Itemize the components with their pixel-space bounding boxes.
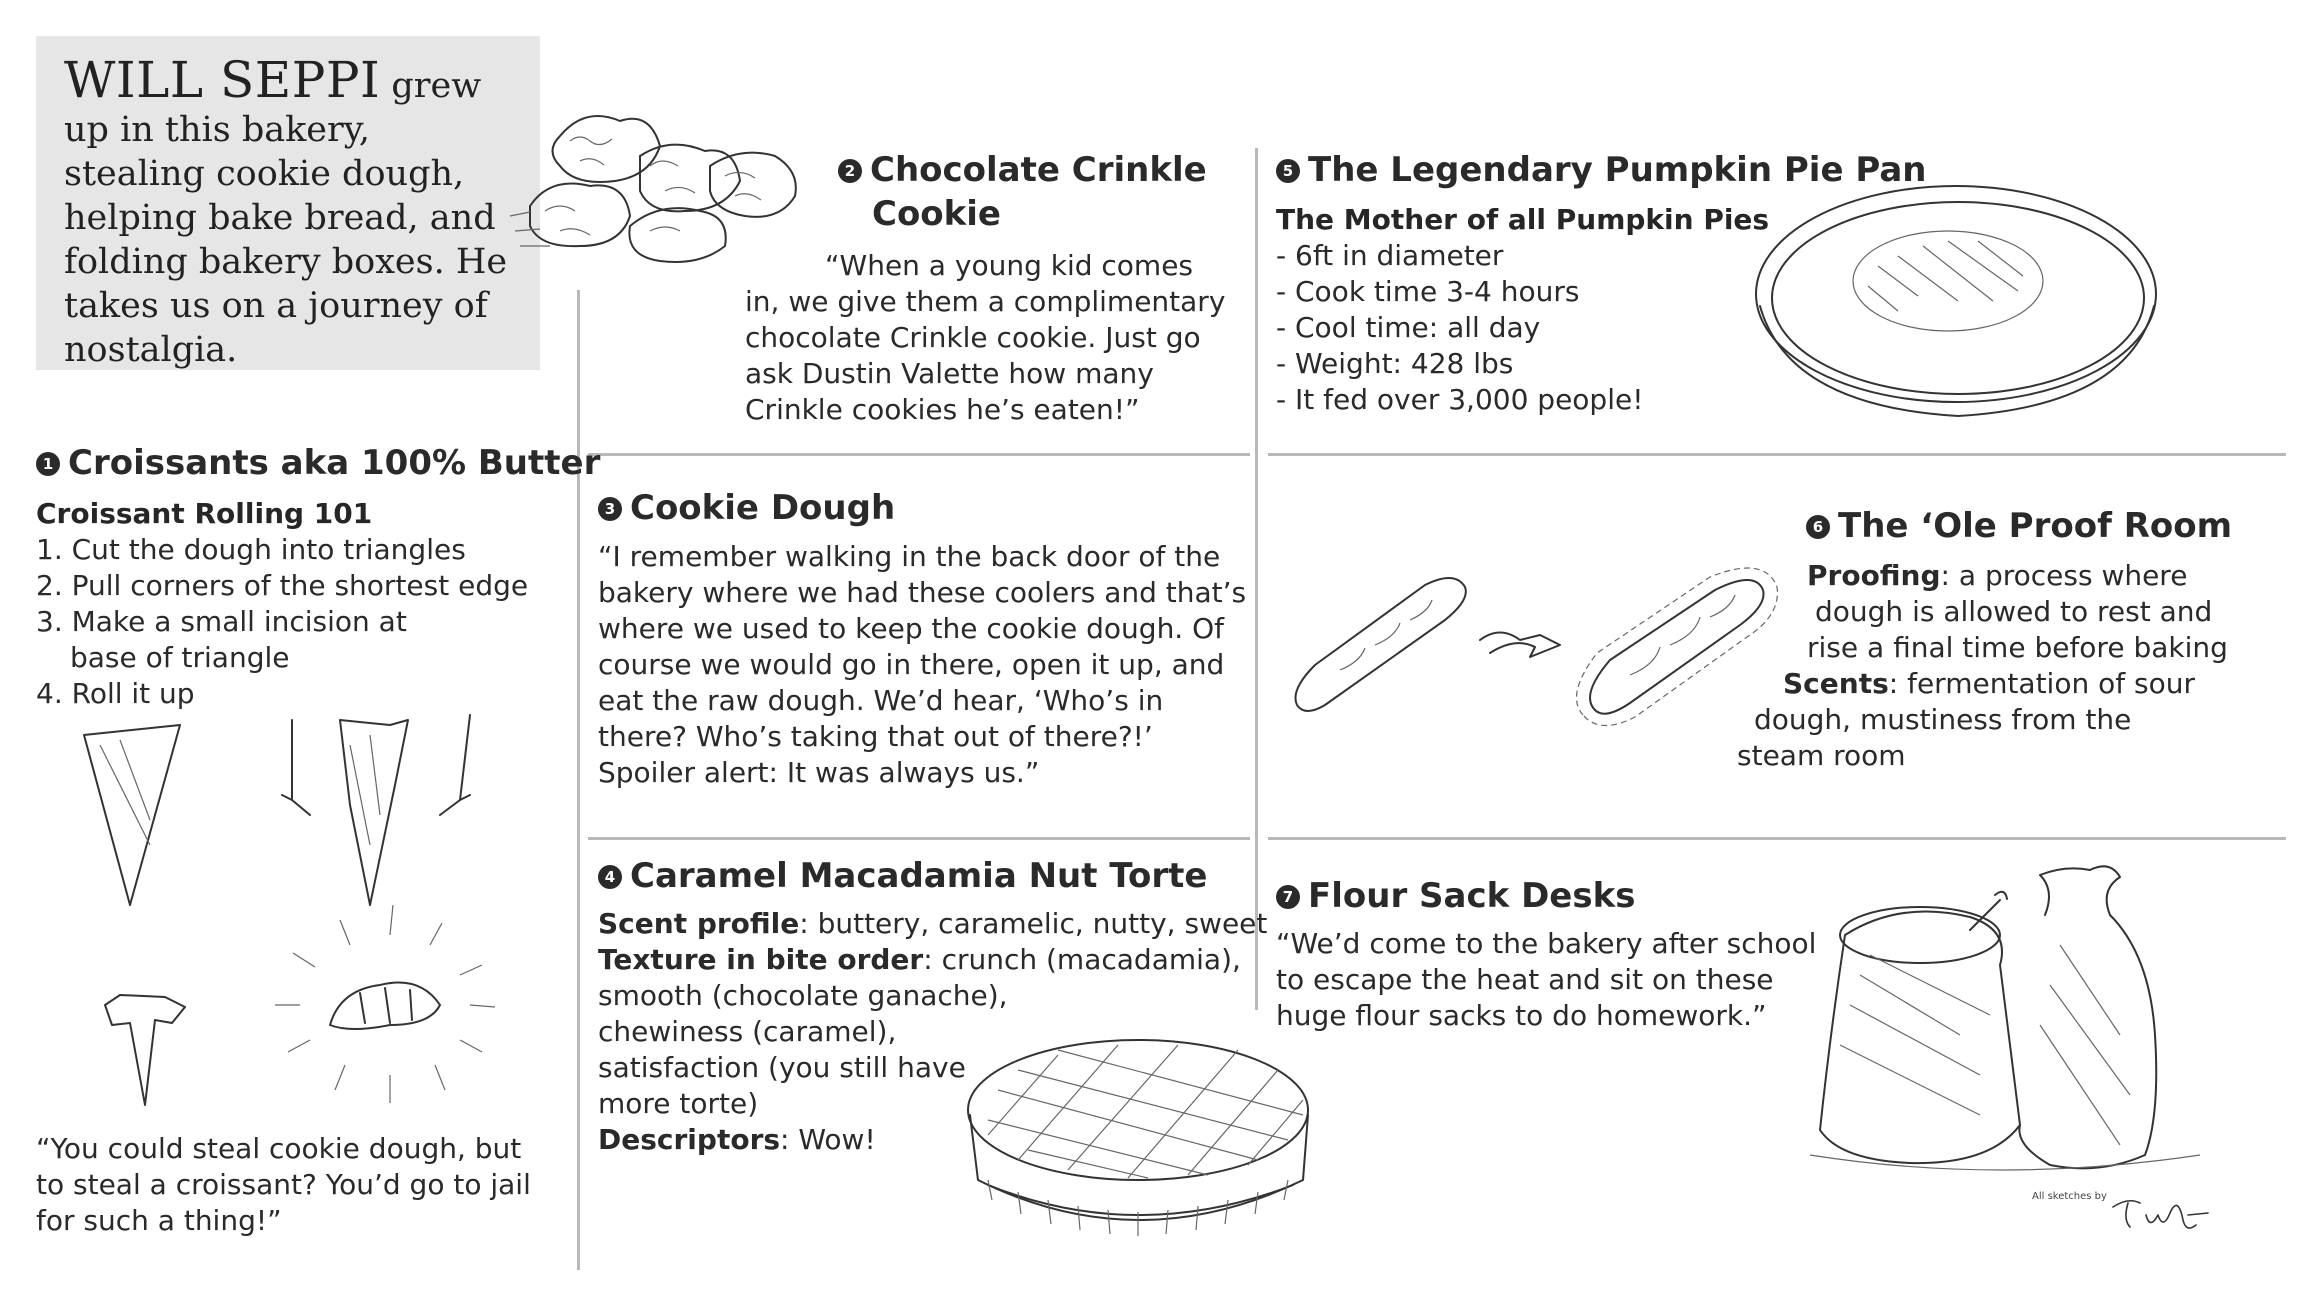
divider-4 bbox=[1268, 837, 2286, 840]
crinkle-quote: “When a young kid comes in, we give them a complimentary chocolate Crinkle cookie. Just go ask Dustin Valette how many Crinkle cookies he’s eaten!” bbox=[745, 249, 1226, 426]
proof-room-title bbox=[1806, 504, 2232, 548]
proofing-label: Proofing bbox=[1807, 559, 1941, 592]
scents-line1: : fermentation of sour bbox=[1888, 667, 2195, 700]
section-number-2: 2 bbox=[838, 159, 862, 183]
intro-box bbox=[36, 36, 540, 370]
sketch-credit: All sketches by bbox=[2032, 1191, 2107, 1202]
signature bbox=[2108, 1185, 2218, 1235]
torte-texture-line5: more torte) bbox=[598, 1087, 759, 1120]
section-number-4: 4 bbox=[598, 865, 622, 889]
croissant-step-3-cont: base of triangle bbox=[70, 641, 290, 674]
divider-1 bbox=[588, 453, 1250, 456]
divider-left bbox=[577, 290, 580, 1270]
torte-texture-label: Texture in bite order bbox=[598, 943, 924, 976]
proof-room-text bbox=[1737, 558, 2228, 774]
flour-sacks-title bbox=[1276, 874, 1635, 918]
pie-fact-3: - Cool time: all day bbox=[1276, 311, 1541, 344]
crinkle-title-line1: Chocolate Crinkle bbox=[870, 150, 1207, 190]
dough-title bbox=[598, 486, 895, 530]
croissant-step-3: 3. Make a small incision at bbox=[36, 605, 407, 638]
crinkle-title bbox=[838, 148, 1207, 236]
scents-line3: steam room bbox=[1737, 739, 1906, 772]
divider-3 bbox=[1268, 453, 2286, 456]
scents-label: Scents bbox=[1783, 667, 1889, 700]
pie-fact-5: - It fed over 3,000 people! bbox=[1276, 383, 1644, 416]
crinkle-title-line2: Cookie bbox=[872, 194, 1001, 234]
section-number-6: 6 bbox=[1806, 515, 1830, 539]
croissant-step-2: 2. Pull corners of the shortest edge bbox=[36, 569, 529, 602]
torte-scent-text: : buttery, caramelic, nutty, sweet bbox=[799, 907, 1268, 940]
croissant-steps bbox=[36, 532, 528, 712]
intro-text-first: grew bbox=[391, 66, 482, 106]
divider-2 bbox=[588, 837, 1250, 840]
section-number-3: 3 bbox=[598, 497, 622, 521]
torte-texture-line3: chewiness (caramel), bbox=[598, 1015, 897, 1048]
section-number-7: 7 bbox=[1276, 885, 1300, 909]
pie-pan-sketch-icon bbox=[1748, 176, 2168, 436]
intro-name: WILL SEPPI bbox=[64, 51, 381, 109]
pie-fact-2: - Cook time 3-4 hours bbox=[1276, 275, 1580, 308]
pie-pan-subtitle: The Mother of all Pumpkin Pies bbox=[1276, 203, 1770, 236]
dough-quote: “I remember walking in the back door of the bakery where we had these coolers and that’s where we used to keep the cookie dough. Of course we would go in there, open it up, and eat the raw dough. We’d hear, ‘Who’s in there? Who’s taking that out of there?!’ Spoiler alert: It was always us.” bbox=[598, 540, 1247, 789]
scents-line2: dough, mustiness from the bbox=[1754, 703, 2132, 736]
torte-scent-label: Scent profile bbox=[598, 907, 800, 940]
proof-room-title-text: The ‘Ole Proof Room bbox=[1838, 506, 2233, 546]
torte-sketch-icon bbox=[958, 1020, 1328, 1250]
torte-texture-line1: : crunch (macadamia), bbox=[923, 943, 1241, 976]
pie-pan-facts bbox=[1276, 238, 1643, 418]
croissants-title-text: Croissants aka 100% Butter bbox=[68, 443, 601, 483]
croissant-step-1: 1. Cut the dough into triangles bbox=[36, 533, 466, 566]
crinkle-cookies-sketch-icon bbox=[500, 96, 830, 266]
section-number-5: 5 bbox=[1276, 159, 1300, 183]
section-number-1: 1 bbox=[36, 452, 60, 476]
pie-fact-4: - Weight: 428 lbs bbox=[1276, 347, 1514, 380]
dough-title-text: Cookie Dough bbox=[630, 488, 896, 528]
pie-pan-title-text: The Legendary Pumpkin Pie Pan bbox=[1308, 150, 1927, 190]
proofing-line2: dough is allowed to rest and bbox=[1815, 595, 2213, 628]
flour-sacks-title-text: Flour Sack Desks bbox=[1308, 876, 1636, 916]
proofing-line1: : a process where bbox=[1940, 559, 2188, 592]
baguette-proofing-sketch-icon bbox=[1285, 545, 1785, 745]
intro-text: up in this bakery, stealing cookie dough, helping bake bread, and folding bakery boxes. He takes us on a journey of nostalgia. bbox=[64, 110, 508, 370]
torte-desc-label: Descriptors bbox=[598, 1123, 781, 1156]
croissants-subtitle: Croissant Rolling 101 bbox=[36, 497, 373, 530]
croissant-step-4: 4. Roll it up bbox=[36, 677, 195, 710]
flour-sacks-quote: “We’d come to the bakery after school to escape the heat and sit on these huge flour sacks to do homework.” bbox=[1276, 927, 1817, 1032]
pie-fact-1: - 6ft in diameter bbox=[1276, 239, 1504, 272]
proofing-line3: rise a final time before baking bbox=[1807, 631, 2228, 664]
divider-middle bbox=[1255, 148, 1258, 1010]
torte-desc-text: : Wow! bbox=[780, 1123, 876, 1156]
croissants-title bbox=[36, 441, 600, 485]
flour-sacks-sketch-icon bbox=[1800, 855, 2220, 1195]
torte-texture-line2: smooth (chocolate ganache), bbox=[598, 979, 1008, 1012]
torte-title-text: Caramel Macadamia Nut Torte bbox=[630, 856, 1208, 896]
croissant-steps-sketch-icon bbox=[60, 705, 500, 1115]
croissants-quote: “You could steal cookie dough, but to steal a croissant? You’d go to jail for such a thing!” bbox=[36, 1132, 531, 1237]
torte-title bbox=[598, 854, 1207, 898]
torte-texture-line4: satisfaction (you still have bbox=[598, 1051, 966, 1084]
